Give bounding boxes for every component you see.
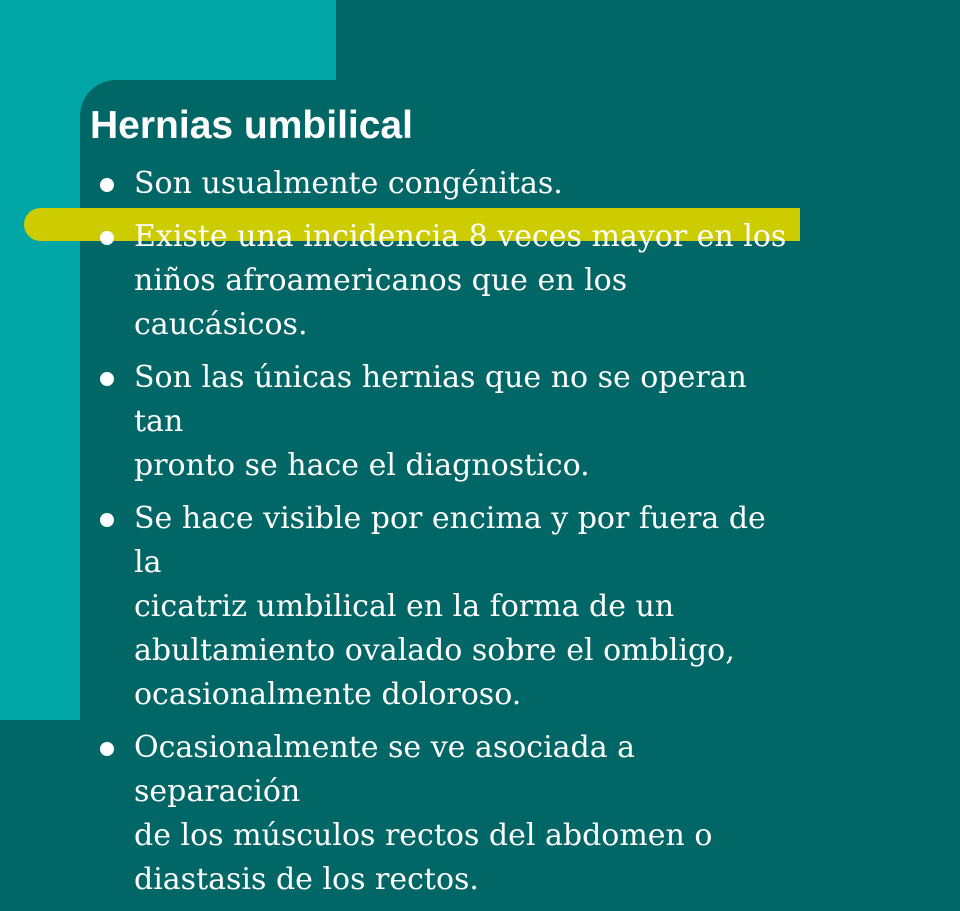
bullet-dot-icon (100, 178, 114, 192)
bullet-dot-icon (100, 372, 114, 386)
bullet-dot-icon (100, 742, 114, 756)
bullet-item (100, 215, 800, 347)
bullet-text: Son usualmente congénitas. (134, 166, 563, 201)
slide-title: Hernias umbilical (90, 104, 413, 147)
bullet-item (100, 162, 800, 206)
bullet-text: Ocasionalmente se ve asociada a separación de los músculos rectos del abdomen o diastasis de los rectos. (134, 730, 713, 897)
bullet-text: Existe una incidencia 8 veces mayor en los niños afroamericanos que en los caucásicos. (134, 219, 787, 342)
bullet-dot-icon (100, 231, 114, 245)
bullet-dot-icon (100, 513, 114, 527)
bullet-item (100, 726, 800, 902)
bullet-item (100, 356, 800, 488)
bullet-item (100, 497, 800, 717)
bullet-text: Se hace visible por encima y por fuera de la cicatriz umbilical en la forma de un abultamiento ovalado sobre el ombligo, ocasionalmente doloroso. (134, 501, 766, 712)
bullet-text: Son las únicas hernias que no se operan tan pronto se hace el diagnostico. (134, 360, 747, 483)
bullet-list (100, 162, 800, 911)
